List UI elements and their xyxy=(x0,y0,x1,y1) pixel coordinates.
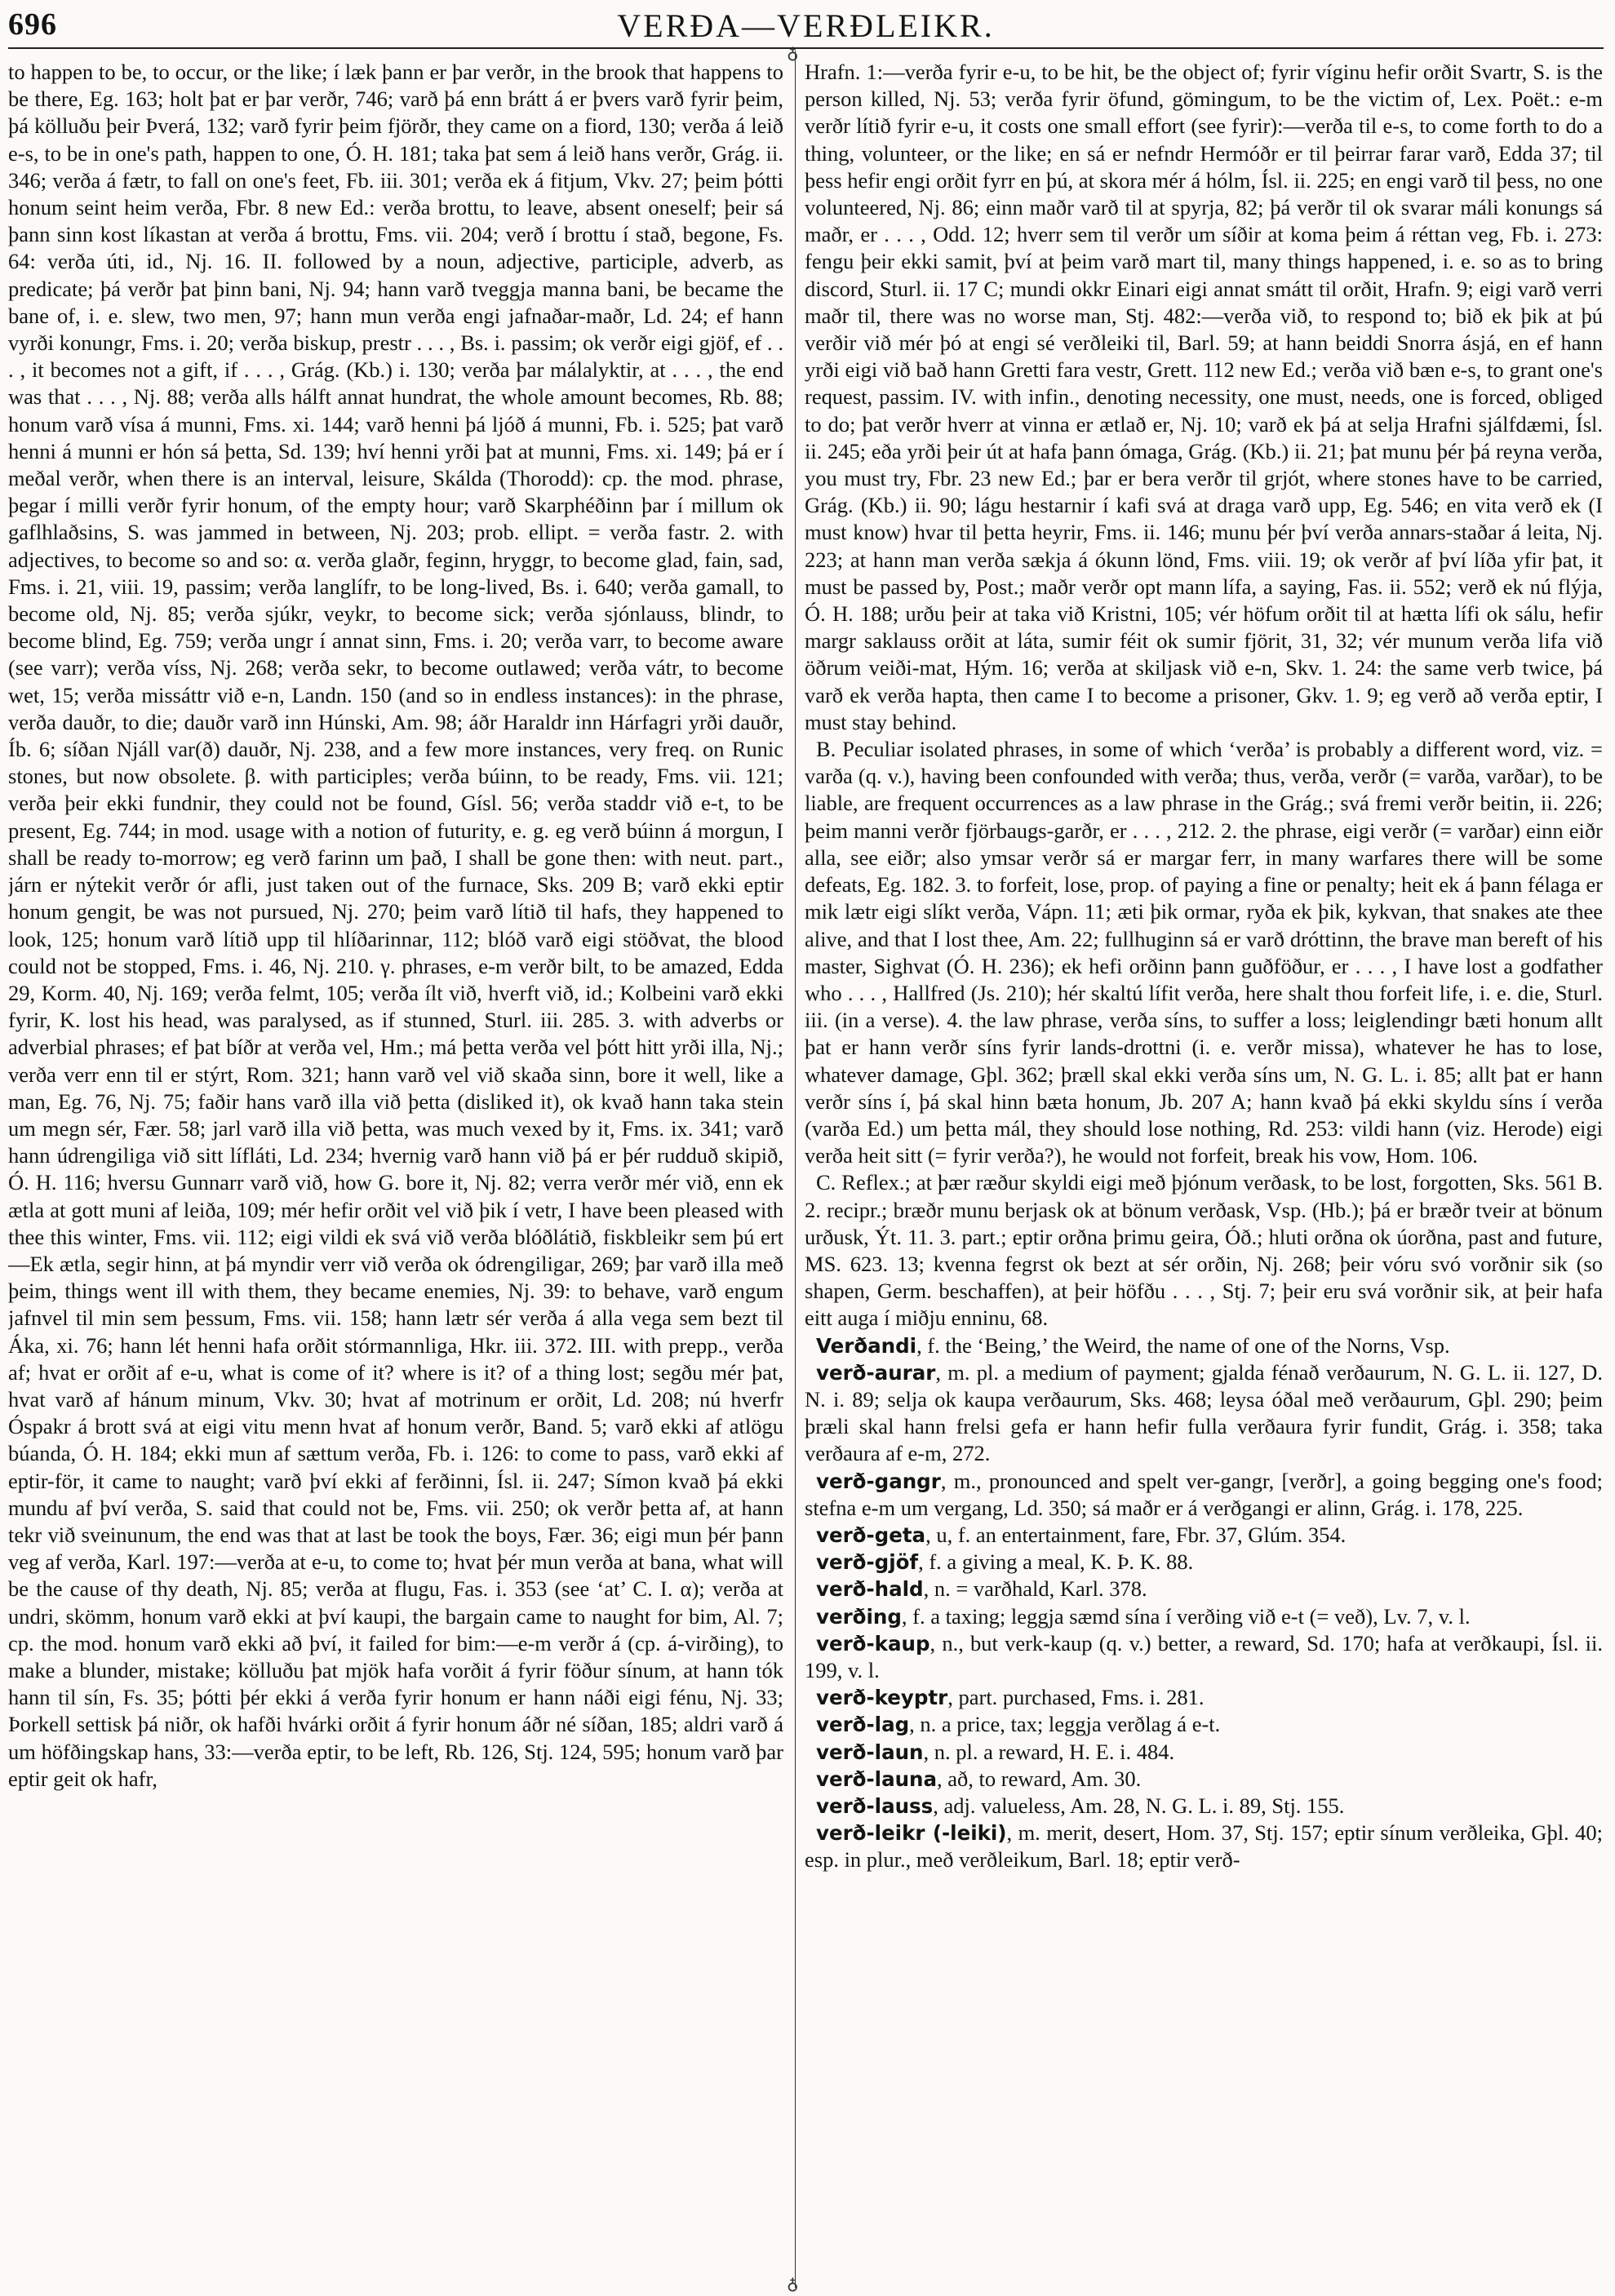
header-rule xyxy=(8,47,1604,49)
column-divider xyxy=(795,51,796,2288)
dictionary-entry xyxy=(805,1549,1603,1576)
dictionary-entry xyxy=(805,1576,1603,1602)
entry-headword: verð-gangr xyxy=(816,1469,941,1493)
dictionary-entry xyxy=(805,1603,1603,1630)
dictionary-entry xyxy=(805,1684,1603,1711)
page-header xyxy=(8,7,1604,44)
dictionary-entry xyxy=(805,1630,1603,1684)
left-column-text: to happen to be, to occur, or the like; í læk þann er þar verðr, in the brook that happens to be there, Eg. 163; holt þat er þar verðr, 746; varð þá enn brátt á er þvers varð fyrir þeim, þá kölluðu þeir Þverá, 132; varð fyrir þeim fjörðr, they came on a fiord, 130; verða á leið e-s, to be in one's path, happen to one, Ó. H. 181; taka þat sem á leið hans verðr, Grág. ii. 346; verða á fætr, to fall on one's feet, Fb. iii. 301; verða ek á fitjum, Vkv. 27; þeim þótti honum seint heim verða, Fbr. 8 new Ed.: verða brottu, to leave, absent oneself; þeir sá þann sinn kost líkastan at verða á brottu, Fms. vii. 204; verð í brottu í stað, begone, Fs. 64: verða úti, id., Nj. 16. II. followed by a noun, adjective, participle, adverb, as predicate; þá verðr þat þinn bani, Nj. 94; hann varð tveggja manna bani, be became the bane of, i. e. slew, two men, 97; hann mun verða engi jafnaðar-maðr, Ld. 24; ef hann vyrði konungr, Fms. i. 20; verða biskup, prestr . . . , Bs. i. passim; ok verðr eigi gjöf, ef . . . , it becomes not a gift, if . . . , Grág. (Kb.) i. 130; verða þar málalyktir, at . . . , the end was that . . . , Nj. 88; verða alls hálft annat hundrat, the whole amount becomes, Rb. 88; honum varð vísa á munni, Fms. xi. 144; varð henni þá ljóð á munni, Fb. i. 525; þat varð henni á munni er hón sá þetta, Sd. 139; hví henni yrði þat at munni, Fms. xi. 149; þá er í meðal verðr, when there is an interval, leisure, Skálda (Thorodd): cp. the mod. phrase, þegar í milli verðr fyrir honum, of the empty hour; varð Skarphéðinn þar í millum ok gaflhlaðsins, S. was jammed in between, Nj. 203; prob. ellipt. = verða fastr. 2. with adjectives, to become so and so: α. verða glaðr, feginn, hryggr, to become glad, fain, sad, Fms. i. 21, viii. 19, passim; verða langlífr, to be long-lived, Bs. i. 640; verða gamall, to become old, Nj. 85; verða sjúkr, veykr, to become sick; verða sjónlauss, blindr, to become blind, Eg. 759; verða ungr í annat sinn, Fms. i. 20; verða varr, to become aware (see varr); verða víss, Nj. 268; verða sekr, to become outlawed; verða vátr, to become wet, 15; verða missáttr við e-n, Landn. 150 (and so in endless instances): in the phrase, verða dauðr, to die; dauðr varð inn Húnski, Am. 98; áðr Haraldr inn Hárfagri yrði dauðr, Íb. 6; síðan Njáll var(ð) dauðr, Nj. 238, and a few more instances, very freq. on Runic stones, but now obsolete. β. with participles; verða búinn, to be ready, Fms. vii. 121; verða þeir ekki fundnir, they could not be found, Gísl. 56; verða staddr við e-t, to be present, Eg. 744; in mod. usage with a notion of futurity, e. g. eg verð búinn á morgun, I shall be ready to-morrow; eg verð farinn um það, I shall be gone then: with neut. part., járn er nýtekit verðr ór afli, just taken out of the furnace, Sks. 209 B; varð ekki eptir honum gengit, be was not pursued, Nj. 270; þeim varð lítið til hafs, they happened to look, 125; honum varð lítið upp til hlíðarinnar, 112; blóð varð eigi stöðvat, the blood could not be stopped, Fms. i. 46, Nj. 210. γ. phrases, e-m verðr bilt, to be amazed, Edda 29, Korm. 40, Nj. 169; verða felmt, 105; verða ílt við, hverft við, id.; Kolbeini varð ekki fyrir, K. lost his head, was paralysed, as if stunned, Sturl. iii. 285. 3. with adverbs or adverbial phrases; ef þat bíðr at verða vel, Hm.; má þetta verða vel þótt hitt yrði illa, Nj.; verða verr enn til er stýrt, Rom. 321; hann varð vel við skaða sinn, bore it well, like a man, Eg. 76, Nj. 75; faðir hans varð illa við þetta (disliked it), ok kvað hann taka stein um megn sér, Fær. 58; jarl varð illa við þetta, was much vexed by it, Fms. ix. 341; varð hann údrengiliga við sitt lífláti, Ld. 234; hvernig varð hann við þá er þér rudduð skipið, Ó. H. 116; hversu Gunnarr varð við, how G. bore it, Nj. 82; verra verðr mér við, enn ek ætla at gott muni af leiða, 109; mér hefir orðit vel við þik í vetr, I have been pleased with thee this winter, Fms. vii. 112; eigi vildi ek svá við verða blóðlátið, fiskbleikr sem þú ert—Ek ætla, segir hinn, at þá myndir verr við verða ok ódrengiligar, 269; þar varð illa með þeim, things went ill with them, they became enemies, Nj. 39: to behave, varð engum jafnvel til min sem þessum, Fms. vii. 158; hann lætr sér verða á alla vega sem bezt til Áka, xi. 76; hann lét henni hafa orðit stórmannliga, Hkr. iii. 372. III. with prepp., verða af; hvat er orðit af e-u, what is come of it? where is it? of a thing lost; segðu mér þat, hvat varð af hánum minum, Vkv. 30; hvat af motrinum er orðit, Ld. 208; nú hverfr Óspakr á brott svá at eigi vitu menn hvat af honum verðr, Band. 5; varð ekki af atlögu búanda, Ó. H. 184; ekki mun af sættum verða, Fb. i. 126: to come to pass, varð ekki af eptir-för, it came to naught; varð því ekki af ferðinni, Ísl. ii. 247; Símon kvað þá ekki mundu af því verða, S. said that could not be, Fms. vii. 250; ok verðr þetta af, at hann tekr við sveinunum, the end was that at last be took the boys, Fær. 36; eigi mun þér þann veg af verða, Karl. 197:—verða at e-u, to come to; hvat þér mun verða at bana, what will be the cause of thy death, Nj. 85; verða at flugu, Fas. i. 353 (see ‘at’ C. I. α); verða at undri, skömm, honum varð ekki at því kaupi, the bargain came to naught for bim, Al. 7; cp. the mod. honum varð ekki að því, it failed for bim:—e-m verðr á (cp. á-virðing), to make a blunder, mistake; kölluðu þat mjök hafa vorðit á fyrir föður sínum, at hann tók hann til sín, Fs. 35; þótti þér ekki á verða fyrir honum er hann náði eigi fénu, Nj. 33; Þorkell settisk þá niðr, ok hafði hvárki orðit á fyrir honum áðr né síðan, 185; aldri varð á um höfðingskap hans, 33:—verða eptir, to be left, Rb. 126, Stj. 124, 595; honum varð þar eptir geit ok hafr, xyxy=(8,60,783,1791)
entry-definition: , f. the ‘Being,’ the Weird, the name of one of the Norns, Vsp. xyxy=(916,1332,1450,1358)
entry-definition: , n. = varðhald, Karl. 378. xyxy=(923,1576,1147,1602)
entry-headword: verð-kaup xyxy=(816,1631,930,1656)
entry-definition: , að, to reward, Am. 30. xyxy=(937,1766,1142,1791)
dictionary-entry xyxy=(805,1359,1603,1468)
right-column-paragraph: Hrafn. 1:—verða fyrir e-u, to be hit, be the object of; fyrir víginu hefir orðit Svartr, S. is the person killed, Nj. 53; verða fyrir öfund, gömingum, to be the victim of, Lex. Poët.: e-m verðr lítið fyrir e-u, it costs one small effort (see fyrir):—verða til e-s, to come forth to do a thing, volunteer, or the like; en sá er nefndr Hermóðr er til þeirrar farar varð, Edda 37; til þess hefir engi orðit fyrr en þú, at skora mér á hólm, Ísl. ii. 225; en engi varð til þess, no one volunteered, Nj. 86; einn maðr varð til at spyrja, 82; þá verðr til ok svarar máli konungs sá maðr, er . . . , Odd. 12; hverr sem til verðr um síðir at koma þeim á réttan veg, Fb. i. 273: fengu þeir ekki samit, því at þeim varð mart til, many things happened, i. e. so as to bring discord, Sturl. ii. 17 C; mundi okkr Einari eigi annat smátt til orðit, Hrafn. 9; eigi varð verri maðr til, there was no worse man, Stj. 482:—verða við, to respond to; bið ek þik at þú verðir við mér þó at engi sé verðleiki til, Barl. 59; at hann beiddi Snorra ásjá, en ef hann yrði eigi við bað hann Gretti fara vestr, Grett. 112 new Ed.; verða við bæn e-s, to grant one's request, passim. IV. with infin., denoting necessity, one must, needs, one is forced, obliged to do; þat verðr hverr at vinna er ætlað er, Nj. 10; varð ek þá at selja Hrafni sjálfdæmi, Ísl. ii. 245; eða yrði þeir út at hafa þann ómaga, Grág. (Kb.) ii. 21; þat munu þér þá reyna verða, you must try, Fbr. 23 new Ed.; þar er bera verðr til grjót, where stones have to be carried, Grág. (Kb.) ii. 90; lágu hestarnir í kafi svá at draga varð upp, Eg. 546; en vita verð ek (I must know) hvar til þetta heyrir, Fms. ii. 146; munu þér því verða annars-staðar á leita, Nj. 223; at hann man verða sækja á ókunn lönd, Fms. viii. 19; ok verðr af því líða yfir þat, it must be passed by, Post.; maðr verðr opt mann lífa, a saying, Fas. ii. 552; verð ek nú flýja, Ó. H. 188; urðu þeir at taka við Kristni, 105; vér höfum orðit til at hætta lífi ok sálu, hefir margr saklauss orðit at láta, sumir féit ok sumir fjörit, 31, 32; vér munum verða lifa við öðrum veiði-mat, Hým. 16; verða at skiljask við e-n, Skv. 1. 24: the same verb twice, þá varð ek verða hapta, then came I to become a prisoner, Gkv. 1. 9; eg verð að verða eptir, I must stay behind. xyxy=(805,60,1603,734)
entry-headword: verð-gjöf xyxy=(816,1550,919,1575)
divider-ornament-top-icon: ♁ xyxy=(787,45,799,63)
entry-headword: verðing xyxy=(816,1604,902,1629)
entry-definition: , adj. valueless, Am. 28, N. G. L. i. 89, Stj. 155. xyxy=(933,1793,1345,1818)
entry-headword: verð-laun xyxy=(816,1740,924,1764)
entry-definition: , part. purchased, Fms. i. 281. xyxy=(947,1685,1205,1710)
entry-definition: , n. pl. a reward, H. E. i. 484. xyxy=(923,1739,1175,1764)
entry-definition: , n., but verk-kaup (q. v.) better, a reward, Sd. 170; hafa at verðkaupi, Ísl. ii. 199, v. l. xyxy=(805,1630,1603,1682)
running-head: VERÐA—VERÐLEIKR. xyxy=(617,7,995,44)
entry-headword: Verðandi xyxy=(816,1333,917,1358)
entry-definition: , f. a giving a meal, K. Þ. K. 88. xyxy=(918,1549,1194,1575)
entry-headword: verð-aurar xyxy=(816,1360,936,1385)
entry-definition: , m. pl. a medium of payment; gjalda fénað verðaurum, N. G. L. ii. 127, D. N. i. 89; selja ok kaupa verðaurum, Sks. 468; leysa óðal með verðaurum, Gþl. 290; þeim þræli skal hann frelsi gefa er hann hefir fulla verðaura fyrir fundit, Grág. i. 358; taka verðaura af e-m, 272. xyxy=(805,1359,1603,1466)
page-number: 696 xyxy=(8,7,57,42)
entry-definition: , m., pronounced and spelt ver-gangr, [verðr], a going begging one's food; stefna e-m um vergang, Ld. 350; sá maðr er á verðgangi er alinn, Grág. i. 178, 225. xyxy=(805,1468,1603,1520)
dictionary-entry xyxy=(805,1332,1603,1359)
entry-definition: , m. merit, desert, Hom. 37, Stj. 157; eptir sínum verðleika, Gþl. 40; esp. in plur., með verðleikum, Barl. 18; eptir verð- xyxy=(805,1820,1603,1873)
dictionary-entry xyxy=(805,1739,1603,1766)
divider-ornament-bottom-icon: ♁ xyxy=(787,2276,799,2294)
entry-headword: verð-lag xyxy=(816,1713,910,1737)
dictionary-entry xyxy=(805,1468,1603,1522)
entry-headword: verð-leikr (-leiki) xyxy=(816,1821,1007,1846)
dictionary-entry xyxy=(805,1711,1603,1738)
dictionary-entry xyxy=(805,1793,1603,1820)
dictionary-entry xyxy=(805,1522,1603,1549)
left-column xyxy=(8,59,783,2286)
right-column xyxy=(805,59,1603,2286)
entry-definition: , u, f. an entertainment, fare, Fbr. 37, Glúm. 354. xyxy=(925,1522,1347,1547)
entry-headword: verð-keyptr xyxy=(816,1686,948,1710)
entry-headword: verð-hald xyxy=(816,1577,924,1602)
right-column-paragraph: C. Reflex.; at þær ræður skyldi eigi með þjónum verðask, to be lost, forgotten, Sks. 561 B. 2. recipr.; bræðr munu berjask ok at bönum verðask, Vsp. (Hb.); þá er bræðr tveir at bönum urðusk, Ýt. 11. 3. part.; eptir orðna þrimu geira, Óð.; hluti orðna ok úorðna, past and future, MS. 623. 13; kvenna fegrst ok bezt at sér orðin, Nj. 268; þeir vóru svó vorðnir sik (so shapen, Germ. beschaffen), at þeir höfðu . . . , Stj. 7; þeir eru svá vorðnir sik, at þeir hafa eitt auga í miðju enninu, 68. xyxy=(805,1170,1603,1331)
entry-headword: verð-geta xyxy=(816,1523,926,1547)
entry-headword: verð-lauss xyxy=(816,1794,934,1818)
right-column-paragraph: B. Peculiar isolated phrases, in some of which ‘verða’ is probably a different word, viz. = varða (q. v.), having been confounded with verða; thus, verða, verðr (= varða, varðar), to be liable, are frequent occurrences as a law phrase in the Grág.; svá fremi verðr beitin, ii. 226; þeim manni verðr fjörbaugs-garðr, er . . . , 212. 2. the phrase, eigi verðr (= varðar) einn eiðr alla, see eiðr; also ymsar verðr sá er margar ferr, in many warfares there will be some defeats, Eg. 182. 3. to forfeit, lose, prop. of paying a fine or penalty; heit ek á þann félaga er mik lætr eigi slíkt verða, Vápn. 11; æti þik ormar, ryða ek þik, kykvan, that snakes ate thee alive, and that I lost thee, Am. 22; fullhuginn sá er varð dróttinn, the brave man bereft of his master, Sighvat (Ó. H. 236); ek hefi orðinn þann guðföður, er . . . , I have lost a godfather who . . . , Hallfred (Js. 210); hér skaltú lífit verða, here shalt thou forfeit life, i. e. die, Sturl. iii. (in a verse). 4. the law phrase, verða síns, to suffer a loss; leiglendingr bæti honum allt þat er hann verðr síns fyrir lands-drottni (i. e. verðr missa), whatever he has to lose, whatever damage, Gþl. 362; þræll skal ekki verða síns um, N. G. L. i. 85; allt þat er hann verðr síns í, þá skal hinn bæta honum, Jb. 207 A; hann kvað þá ekki skyldu síns í verða (varða Ed.) um þetta mál, they should lose nothing, Rd. 253: vildi hann (viz. Herode) eigi verða heit sitt (= fyrir verða?), he would not forfeit, break his vow, Hom. 106. xyxy=(805,737,1603,1168)
entry-headword: verð-launa xyxy=(816,1766,938,1791)
entry-definition: , f. a taxing; leggja sæmd sína í verðing við e-t (= veð), Lv. 7, v. l. xyxy=(901,1603,1471,1629)
dictionary-entry xyxy=(805,1766,1603,1793)
dictionary-entry xyxy=(805,1820,1603,1873)
entry-definition: , n. a price, tax; leggja verðlag á e-t. xyxy=(909,1712,1221,1737)
